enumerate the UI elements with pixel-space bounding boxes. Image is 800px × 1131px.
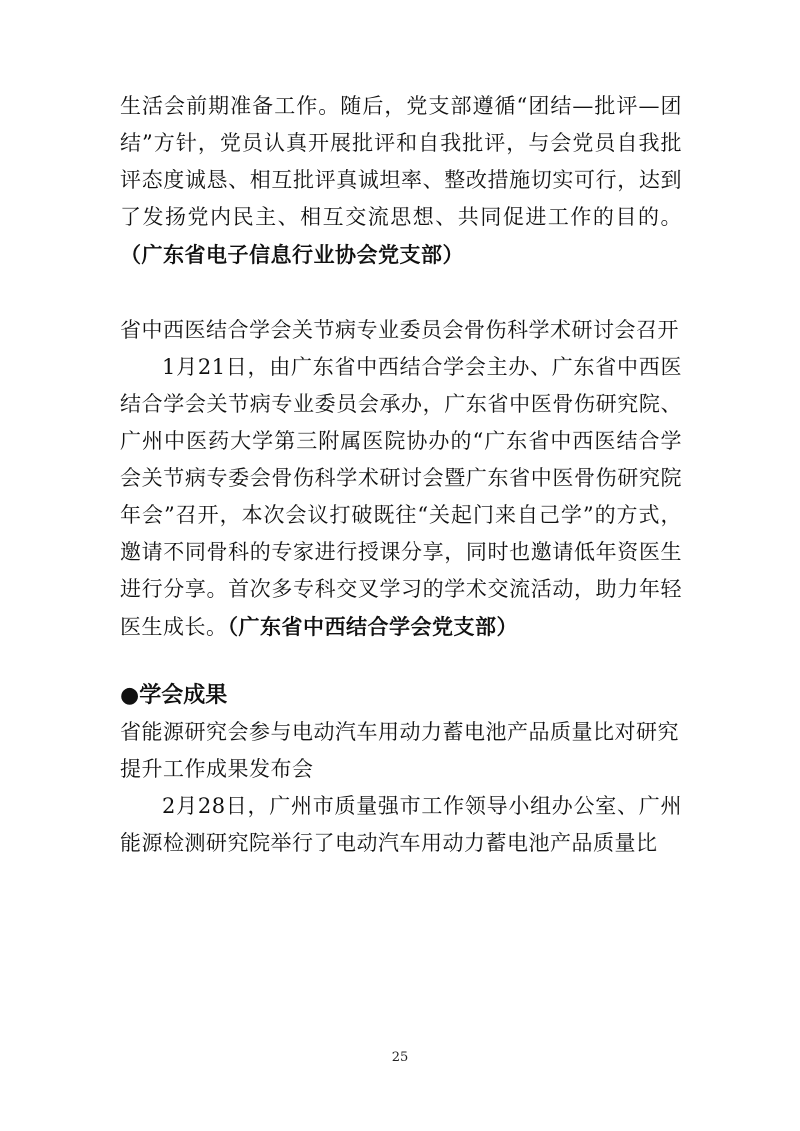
- article1-source: （广东省电子信息行业协会党支部）: [120, 242, 464, 267]
- article1-body: 生活会前期准备工作。随后，党支部遵循“团结—批评—团结”方针，党员认真开展批评和自我批评，与会党员自我批评态度诚恳、相互批评真诚坦率、整改措施切实可行，达到了发扬党内民主、相互交流思想、共同促进工作的目的。: [120, 94, 682, 229]
- section-title: 学会成果: [139, 683, 228, 708]
- article2-body: 1月21日，由广东省中西结合学会主办、广东省中西医结合学会关节病专业委员会承办，广东省中医骨伤研究院、广州中医药大学第三附属医院协办的“广东省中西医结合学会关节病专委会骨伤科学术研讨会暨广东省中医骨伤研究院年会”召开，本次会议打破既往“关起门来自己学”的方式，邀请不同骨科的专家进行授课分享，同时也邀请低年资医生进行分享。首次多专科交叉学习的学术交流活动，助力年轻医生成长。: [120, 355, 682, 639]
- spacer: [120, 646, 682, 677]
- article2-paragraph: [120, 349, 682, 646]
- article2-source: （广东省中西结合学会党支部）: [227, 614, 518, 639]
- section-heading: [120, 677, 682, 714]
- article2-title: 省中西医结合学会关节病专业委员会骨伤科学术研讨会召开: [120, 318, 679, 342]
- page-content: [120, 88, 682, 862]
- bullet-icon: ●: [120, 683, 140, 708]
- article3-paragraph: 2月28日，广州市质量强市工作领导小组办公室、广州能源检测研究院举行了电动汽车用动力蓄电池产品质量比: [120, 794, 682, 855]
- article1-paragraph: [120, 88, 682, 274]
- article3-title: 省能源研究会参与电动汽车用动力蓄电池产品质量比对研究提升工作成果发布会: [120, 720, 679, 781]
- spacer: [120, 274, 682, 312]
- page-number: 25: [391, 1050, 409, 1065]
